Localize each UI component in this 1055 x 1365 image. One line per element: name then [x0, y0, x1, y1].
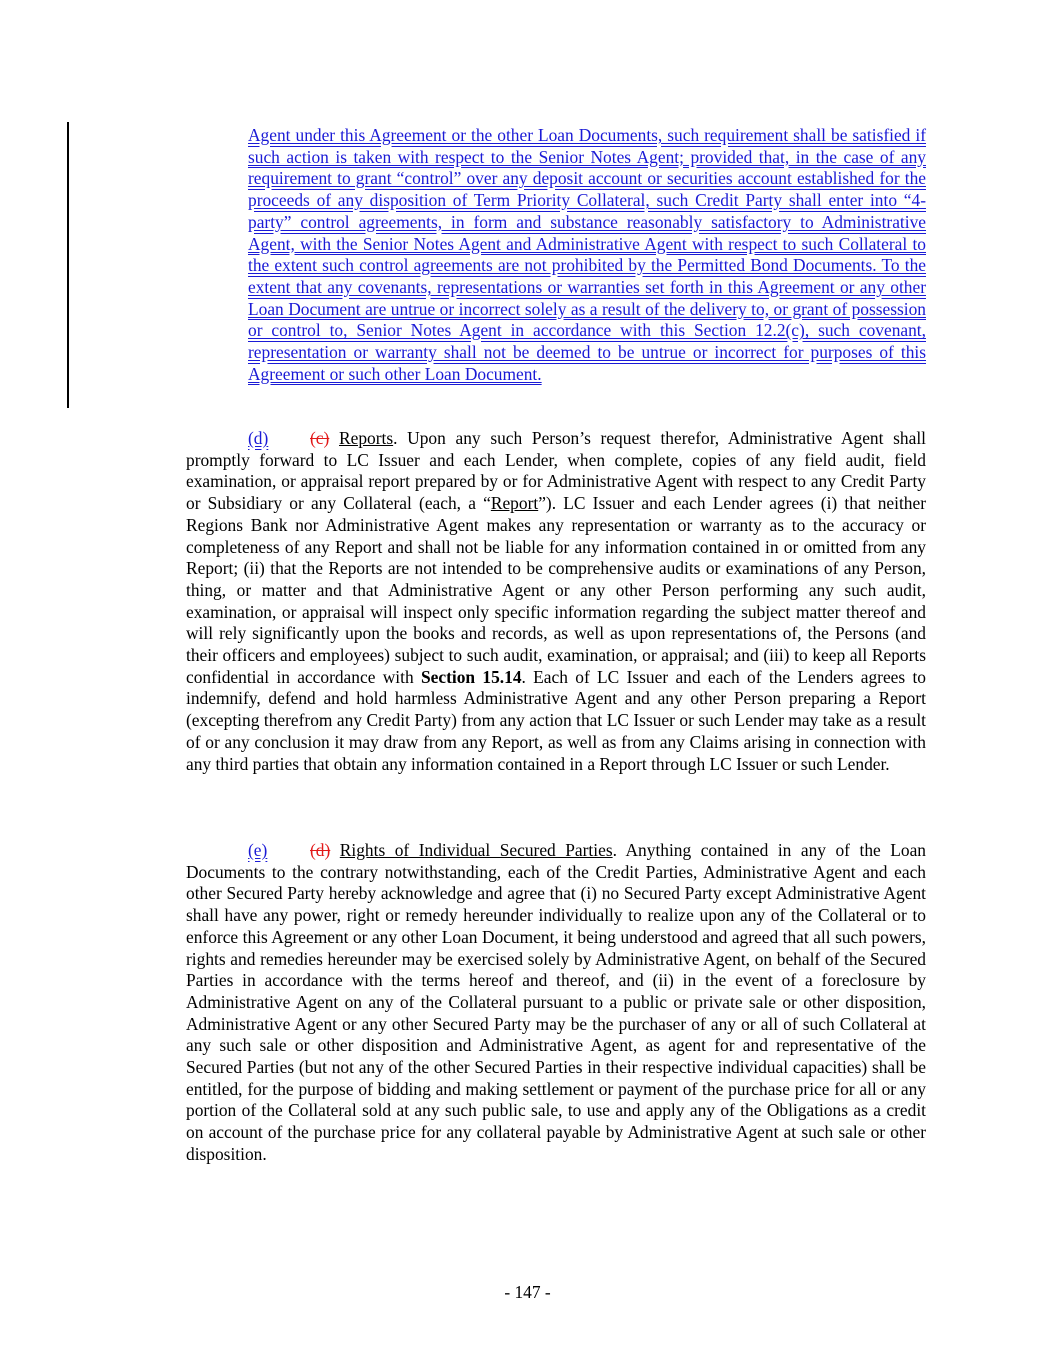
inserted-continuation-paragraph: Agent under this Agreement or the other Loan Documents, such requirement shall be satisfied if such action is taken with respect to the Senior Notes Agent; provided that, in the case of any requirement to grant “control” over any deposit account or securities account established for the proceeds of any disposition of Term Priority Collateral, such Credit Party shall enter into “4-party” control agreements, in form and substance reasonably satisfactory to Administrative Agent, with the Senior Notes Agent and Administrative Agent with respect to such Collateral to the extent such control agreements are not prohibited by the Permitted Bond Documents. To the extent that any covenants, representations or warranties set forth in this Agreement or any other Loan Document are untrue or incorrect solely as a result of the delivery to, or grant of possession or control to, Senior Notes Agent in accordance with this Section 12.2(c), such covenant, representation or warranty shall not be deemed to be untrue or incorrect for purposes of this Agreement or such other Loan Document.	[248, 125, 926, 384]
section-d-deleted-label: (c)	[310, 428, 330, 448]
section-e-text: . Anything contained in any of the Loan Documents to the contrary notwithstanding, each of the Credit Parties, Administrative Agent and each other Secured Party hereby acknowledge and agree that (i) no Secured Party except Administrative Agent shall have any power, right or remedy hereunder individually to realize upon any of the Collateral or to enforce this Agreement or any other Loan Document, it being understood and agreed that all such powers, rights and remedies hereunder may be exercised solely by Administrative Agent, on behalf of the Secured Parties in accordance with the terms hereof and thereof, and (ii) in the event of a foreclosure by Administrative Agent on any of the Collateral pursuant to a public or private sale or other disposition, Administrative Agent or any other Secured Party may be the purchaser of any or all of such Collateral at any such sale or other disposition and Administrative Agent, as agent for and representative of the Secured Parties (but not any of the other Secured Parties in their respective individual capacities) shall be entitled, for the purpose of bidding and making settlement or payment of the purchase price for all or any portion of the Collateral sold at any such public sale, to use and apply any of the Obligations as a credit on account of the purchase price for any collateral payable by Administrative Agent at such sale or other disposition.	[186, 840, 926, 1164]
section-e-new-label: (e)	[248, 840, 268, 860]
section-d-paragraph	[186, 428, 926, 775]
section-15-14-ref: Section 15.14	[420, 666, 522, 687]
report-defined-term: Report	[490, 493, 539, 514]
section-e-heading: Rights of Individual Secured Parties	[339, 840, 613, 860]
section-d-text-3: . Each of LC Issuer and each of the Lenders agrees to indemnify, defend and hold harmless Administrative Agent and any other Person preparing a Report (excepting therefrom any Credit Party) from any action that LC Issuer or such Lender may take as a result of or any conclusion it may draw from any Report, as well as from any Claims arising in connection with any third parties that obtain any information contained in a Report through LC Issuer or such Lender.	[186, 666, 926, 774]
page-number: - 147 -	[504, 1282, 551, 1302]
section-d-text-1: . Upon any such Person’s request therefor, Administrative Agent shall promptly forward to LC Issuer and each Lender, when complete, copies of any field audit, field examination, or appraisal report prepared by or for Administrative Agent with respect to any Credit Party or Subsidiary or any Collateral (each, a “	[186, 428, 926, 514]
section-e-paragraph	[186, 840, 926, 1166]
section-e-deleted-label: (d)	[310, 840, 331, 860]
section-d-heading: Reports	[339, 428, 394, 448]
section-d-text-2: ”). LC Issuer and each Lender agrees (i) that neither Regions Bank nor Administrative Agent makes any representation or warranty as to the accuracy or completeness of any Report and shall not be liable for any information contained in or omitted from any Report; (ii) that the Reports are not intended to be comprehensive audits or examinations of any Person, thing, or matter and that Administrative Agent or any other Person performing any such audit, examination, or appraisal will inspect only specific information regarding the subject matter thereof and will rely significantly upon the books and records, as well as upon representations of, the Persons (and their officers and employees) subject to such audit, examination, or appraisal; and (iii) to keep all Reports confidential in accordance with	[186, 493, 926, 687]
section-d-new-label: (d)	[248, 428, 269, 448]
revision-change-bar	[67, 122, 69, 408]
